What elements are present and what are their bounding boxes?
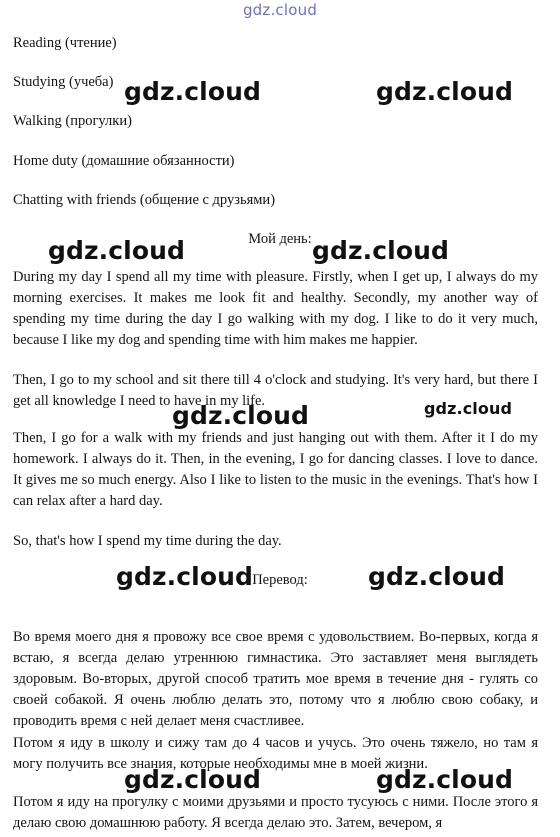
watermark-logo: gdz.cloud (312, 236, 449, 265)
watermark-logo: gdz.cloud (124, 77, 261, 106)
english-paragraph-2: Then, I go to my school and sit there till 4 o'clock and studying. It's very hard, but there I get all knowledge I need to have in my life. (13, 372, 538, 409)
translation-heading: Перевод: (252, 572, 308, 588)
english-paragraph-4: So, that's how I spend my time during the day. (13, 533, 282, 549)
watermark-logo: gdz.cloud (376, 765, 513, 794)
watermark-logo: gdz.cloud (124, 765, 261, 794)
list-item-walking: Walking (прогулки) (13, 113, 132, 129)
watermark-logo: gdz.cloud (116, 562, 253, 591)
english-paragraph-1: During my day I spend all my time with pleasure. Firstly, when I get up, I always do my morning exercises. It makes me look fit and healthy. Secondly, my another way of spending my time during the day I go walking with my dog. I like to do it very much, because I like my dog and spending time with him makes me happier. (13, 269, 538, 348)
translation-paragraph-3: Потом я иду на прогулку с моими друзьями и просто тусуюсь с ними. После этого я делаю свою домашнюю работу. Я всегда делаю это. Затем, вечером, я (13, 794, 538, 831)
site-header[interactable]: gdz.cloud (242, 1, 318, 19)
watermark-logo: gdz.cloud (368, 562, 505, 591)
list-item-reading: Reading (чтение) (13, 35, 117, 51)
watermark-logo: gdz.cloud (424, 399, 513, 418)
watermark-logo: gdz.cloud (376, 77, 513, 106)
english-paragraph-3: Then, I go for a walk with my friends and just hanging out with them. After it I do my homework. I always do it. Then, in the evening, I go for dancing classes. I love to dance. It gives me so much energy. Also I like to listen to the music in the evenings. That's how I can relax after a hard day. (13, 430, 538, 509)
list-item-studying: Studying (учеба) (13, 74, 114, 90)
watermark-logo: gdz.cloud (48, 236, 185, 265)
translation-paragraph-2: Потом я иду в школу и сижу там до 4 часов и учусь. Это очень тяжело, но там я могу получить все знания, которые необходимы мне в моей жизни. (13, 735, 538, 772)
list-item-chatting: Chatting with friends (общение с друзьями) (13, 192, 276, 208)
list-item-home-duty: Home duty (домашние обязанности) (13, 153, 235, 169)
english-heading: Мой день: (248, 231, 312, 247)
watermark-logo: gdz.cloud (172, 401, 309, 430)
translation-paragraph-1: Во время моего дня я провожу все свое время с удовольствием. Во-первых, когда я встаю, я всегда делаю утреннюю гимнастика. Это заставляет меня выглядеть здоровым. Во-вторых, другой способ тратить мое время в течение дня - гулять со своей собакой. Я очень люблю делать это, потому что я люблю свою собаку, и проводить время с ней делает меня счастливее. (13, 629, 538, 729)
